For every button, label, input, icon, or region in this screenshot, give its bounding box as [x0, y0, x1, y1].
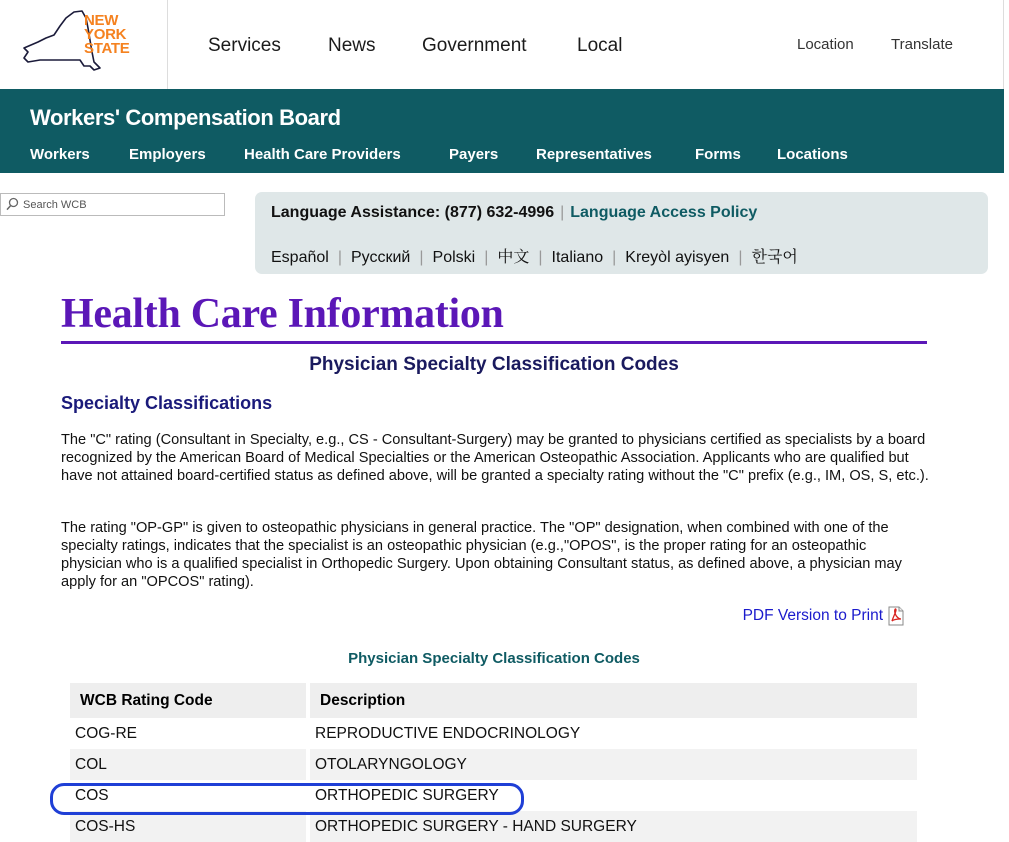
language-link-italian[interactable]: Italiano	[551, 249, 604, 266]
language-link-haitian-creole[interactable]: Kreyòl ayisyen	[625, 249, 730, 266]
page-subtitle: Physician Specialty Classification Codes	[309, 354, 679, 375]
nys-logo[interactable]	[0, 0, 168, 89]
wcb-title[interactable]: Workers' Compensation Board	[30, 105, 341, 130]
rating-code-cell: COG-RE	[75, 724, 137, 742]
language-assistance	[271, 204, 757, 222]
description-cell: ORTHOPEDIC SURGERY	[315, 786, 499, 804]
table-caption: Physician Specialty Classification Codes	[348, 650, 640, 667]
divider: |	[538, 249, 543, 266]
wcb-banner	[0, 89, 1004, 173]
language-link-polish[interactable]: Polski	[432, 249, 476, 266]
language-link-russian[interactable]: Русский	[350, 249, 411, 266]
description-cell: REPRODUCTIVE ENDOCRINOLOGY	[315, 724, 581, 742]
page-title: Health Care Information	[61, 291, 504, 337]
nys-nav-local[interactable]: Local	[577, 35, 623, 56]
wcb-nav-forms[interactable]: Forms	[695, 146, 741, 163]
table-row	[70, 718, 917, 749]
search-icon	[6, 197, 19, 211]
rating-code-cell: COL	[70, 749, 306, 780]
divider: |	[337, 249, 342, 266]
table-row	[70, 749, 917, 780]
language-assistance-box	[255, 192, 988, 274]
wcb-nav-workers[interactable]: Workers	[30, 146, 90, 163]
language-link-spanish[interactable]: Español	[271, 249, 329, 266]
language-link-korean[interactable]: 한국어	[751, 249, 798, 266]
pdf-link-label: PDF Version to Print	[742, 607, 883, 624]
language-access-policy-link[interactable]: Language Access Policy	[570, 204, 758, 221]
osteopathic-paragraph: The rating "OP-GP" is given to osteopathic physicians in general practice. The "OP" designation, when combined with one of the specialty ratings, indicates that the specialist is an osteopathic physician (e.g.,"OPOS", is the proper rating for an osteopathic physician who is a qualified specialist in Orthopedic Surgery. Upon obtaining Consultant status, as defined above, a physician may apply for an "OPCOS" rating).	[61, 520, 902, 590]
search-input[interactable]	[23, 196, 221, 213]
nys-location-link[interactable]: Location	[797, 36, 854, 53]
wcb-nav-locations[interactable]: Locations	[777, 146, 848, 163]
rating-code-cell: COS	[75, 786, 109, 804]
nys-header	[0, 0, 1004, 89]
pdf-version-link[interactable]	[743, 606, 905, 626]
wcb-nav-health-care-providers[interactable]: Health Care Providers	[244, 146, 401, 163]
section-heading: Specialty Classifications	[61, 393, 273, 413]
table-row	[70, 811, 917, 842]
nys-translate-link[interactable]: Translate	[891, 36, 953, 53]
table-header-row	[70, 683, 917, 718]
divider: |	[612, 249, 617, 266]
classification-table	[66, 683, 921, 842]
search-box	[0, 193, 225, 216]
nys-logo-text: NEW YORK STATE	[84, 12, 130, 57]
divider: |	[560, 204, 565, 221]
wcb-nav-representatives[interactable]: Representatives	[536, 146, 652, 163]
language-list	[271, 244, 798, 267]
language-link-chinese[interactable]: 中文	[497, 249, 530, 266]
column-header-description: Description	[310, 683, 917, 718]
wcb-nav-payers[interactable]: Payers	[449, 146, 499, 163]
intro-paragraph: The "C" rating (Consultant in Specialty, e.g., CS - Consultant-Surgery) may be granted to physicians certified as specialists by a board recognized by the American Board of Medical Specialties or the American Osteopathic Association. Applicants who are qualified but have not attained board-certified status as defined above, will be granted a specialty rating without the "C" prefix (e.g., IM, OS, S, etc.).	[61, 432, 929, 484]
nys-nav-government[interactable]: Government	[422, 35, 527, 56]
wcb-nav-employers[interactable]: Employers	[129, 146, 206, 163]
table-row	[70, 780, 917, 811]
pdf-icon	[887, 606, 905, 626]
rating-code-cell: COS-HS	[70, 811, 306, 842]
language-assistance-phone: Language Assistance: (877) 632-4996	[271, 204, 555, 221]
divider: |	[419, 249, 424, 266]
description-cell: OTOLARYNGOLOGY	[310, 749, 917, 780]
divider: |	[484, 249, 489, 266]
divider: |	[738, 249, 743, 266]
column-header-code: WCB Rating Code	[70, 683, 306, 718]
title-divider	[61, 341, 927, 344]
nys-nav-services[interactable]: Services	[208, 35, 281, 56]
description-cell: ORTHOPEDIC SURGERY - HAND SURGERY	[310, 811, 917, 842]
nys-nav-news[interactable]: News	[328, 35, 376, 56]
